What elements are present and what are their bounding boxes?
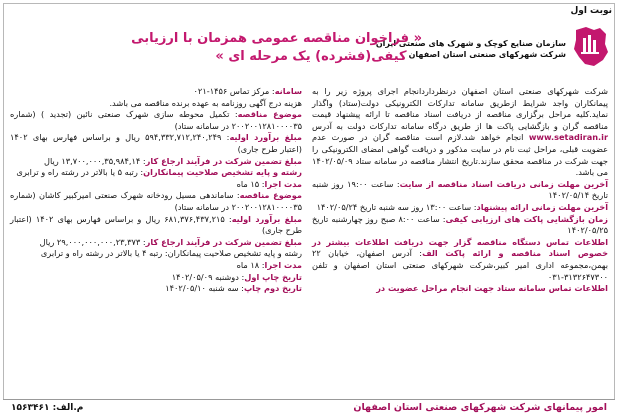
deadline-docs-value: : ساعت ۱۹:۰۰ روز شنبه تاریخ ۱۴۰۲/۰۵/۱۴ [312, 178, 608, 201]
intro-text-a: شرکت شهرکهای صنعتی استان اصفهان درنظرداردانجام اجرای پروژه زیر را به پیمانکاران واجد شرایط ازطریق سامانه تدارکات الکترونیکی دولت(ستاد) واگذار نماید.کلیه مراحل برگزاری مناقصه از دریافت اسناد مناقصه تا ارائه پیشنهاد قیمت مناقصه گران و بازگشایی پاکت ها از طریق درگاه سامانه تدارکات دولت به آدرس [312, 86, 608, 131]
opening-value: : ساعت ۸:۰۰ صبح روز چهارشنبه تاریخ ۱۴۰۲/۰۵/۲۵ [312, 213, 608, 236]
item1-subject [10, 109, 302, 132]
publish-date-2-value: : سه شنبه ۱۴۰۲/۰۵/۱۰ [165, 283, 244, 294]
publish-date-1-label: تاریخ چاپ اول [244, 271, 302, 282]
intro-text-b: انجام خواهد شد.لازم است مناقصه گران در صورت عدم عضویت قبلی، مراحل ثبت نام در سایت مذکور و دریافت گواهی امضای الکترونیکی را جهت شرکت در مناقصه محقق سازند.تاریخ انتشار مناقصه در سامانه ستاد ۱۴۰۲/۰۵/۰۹ می باشد. [312, 132, 608, 178]
footer-organization: امور پیمانهای شرکت شهرکهای صنعتی استان اصفهان [353, 402, 607, 413]
item1-rank [10, 167, 302, 179]
setad-system-line [10, 86, 302, 98]
item2-duration-value: : ۱۸ ماه [236, 259, 265, 270]
publish-date-2-label: تاریخ دوم چاپ [243, 283, 302, 294]
item2-subject [10, 190, 302, 213]
item2-subject-label: موضوع مناقصه [239, 190, 302, 201]
item2-guarantee [10, 237, 302, 249]
notice-title [131, 30, 422, 66]
item1-guarantee [10, 156, 302, 168]
publish-date-1 [10, 272, 302, 284]
deadline-offer [312, 202, 608, 214]
iran-map-logo-icon [570, 24, 610, 70]
publication-round-label: نوبت اول [570, 6, 612, 16]
item2-duration [10, 260, 302, 272]
item2-estimate-value: : ۶۸۱,۳۷۶,۴۳۷,۲۱۵ ریال و براساس فهارس بهای ۱۴۰۲ (اعتبار طرح جاری) [10, 213, 302, 236]
item2-estimate-label: مبلغ برآورد اولیه [231, 213, 302, 224]
item1-rank-label: رشته و پایه تشخیص صلاحیت پیمانکاران [143, 167, 302, 178]
title-line-2: کیفی(فشرده) یک مرحله ای » [215, 49, 407, 64]
ad-cost-note: هزینه درج آگهی روزنامه به عهده برنده مناقصه می باشد. [109, 97, 302, 108]
item1-estimate-label: مبلغ برآورد اولیه [229, 132, 302, 143]
setad-contact [312, 283, 608, 295]
item1-duration-value: : ۱۵ ماه [236, 178, 265, 189]
item1-subject-label: موضوع مناقصه [237, 109, 302, 120]
setad-url-link[interactable]: www.setadiran.ir [528, 132, 608, 143]
notice-footer [3, 399, 615, 415]
opening-label: زمان بازگشایی پاکت های ارزیابی کیفی [445, 213, 609, 224]
publish-date-2 [10, 283, 302, 295]
contact-info [312, 237, 608, 283]
setad-contact-label: اطلاعات تماس سامانه ستاد جهت انجام مراحل عضویت در [376, 283, 608, 294]
item1-rank-value: : رتبه ۵ یا بالاتر در رشته راه و ترابری [16, 167, 144, 178]
item2-subject-value: : ساماندهی مسیل رودخانه شهرک صنعتی امیرکبیر کاشان (شماره ۲۰۰۲۰۰۱۲۸۱۰۰۰۰۳۵ در سامانه ستاد) [10, 190, 302, 212]
item2-guarantee-label: مبلغ تضمین شرکت در فرآیند ارجاع کار [145, 236, 302, 247]
title-line-1: « فراخوان مناقصه عمومی همزمان با ارزیابی [131, 31, 422, 46]
deadline-docs [312, 179, 608, 202]
system-label: سامانه [274, 86, 302, 96]
opening-time [312, 214, 608, 237]
publish-date-1-value: : دوشنبه ۱۴۰۲/۰۵/۰۹ [171, 271, 245, 282]
organization-header [375, 24, 610, 84]
item2-rank: رشته و پایه تشخیص صلاحیت پیمانکاران: رتبه ۴ یا بالاتر در رشته راه و ترابری [40, 248, 302, 259]
left-column [10, 86, 302, 295]
system-value: : مرکز تماس ۱۴۵۶-۰۲۱ [193, 86, 275, 96]
item1-duration-label: مدت اجرا [264, 178, 302, 189]
organization-name [375, 38, 566, 60]
item2-estimate [10, 214, 302, 237]
deadline-offer-value: : ساعت ۱۳:۰۰ روز سه شنبه تاریخ ۱۴۰۲/۰۵/۲۴ [316, 201, 477, 212]
item2-duration-label: مدت اجرا [264, 259, 302, 270]
org-line-provincial: شرکت شهرکهای صنعتی استان اصفهان [408, 50, 566, 59]
item1-estimate-value: : ۵۹۴,۳۳۲,۷۱۲,۲۴۰,۲۴۹ ریال و براساس فهارس بهای ۱۴۰۲ (اعتبار طرح جاری) [10, 132, 302, 154]
item1-estimate [10, 132, 302, 155]
contact-value: : آدرس اصفهان، خیابان ۲۲ بهمن،مجموعه اداری امیر کبیر،شرکت شهرکهای صنعتی استان اصفهان و تلفن ۳۱۳۲۶۴۷۳۰۰-۰۳۱ [312, 248, 608, 282]
contact-label: اطلاعات تماس دستگاه مناقصه گزار جهت دریافت اطلاعات بیشتر در خصوص اسناد مناقصه و ارائه پاکت الف [312, 236, 608, 259]
item1-guarantee-value: : ۱۳,۷۰۰,۰۰۰,۳۵,۹۸۴,۱۴ ریال [44, 155, 146, 166]
right-column [312, 86, 608, 295]
item1-guarantee-label: مبلغ تضمین شرکت در فرآیند ارجاع کار [145, 155, 302, 166]
item2-guarantee-value: : ۲۹,۰۰۰,۰۰۰,۰۰۰,۲۳,۳۷۳ ریال [39, 236, 146, 247]
deadline-docs-label: آخرین مهلت زمانی دریافت اسناد مناقصه از سایت [399, 178, 608, 189]
item1-duration [10, 179, 302, 191]
item1-subject-value: : تکمیل محوطه سازی شهرک صنعتی نائین (تجدید ) (شماره ۲۰۰۲۰۰۱۲۸۱۰۰۰۰۳۵ در سامانه ستاد) [10, 109, 302, 131]
intro-paragraph [312, 86, 608, 179]
org-line-national: سازمان صنایع کوچک و شهرک های صنعتی ایران [375, 39, 566, 48]
footer-reference-code: م.الف: ۱۵۶۳۴۶۱ [11, 402, 84, 413]
deadline-offer-label: آخرین مهلت زمانی ارائه پیشنهاد [476, 201, 608, 212]
